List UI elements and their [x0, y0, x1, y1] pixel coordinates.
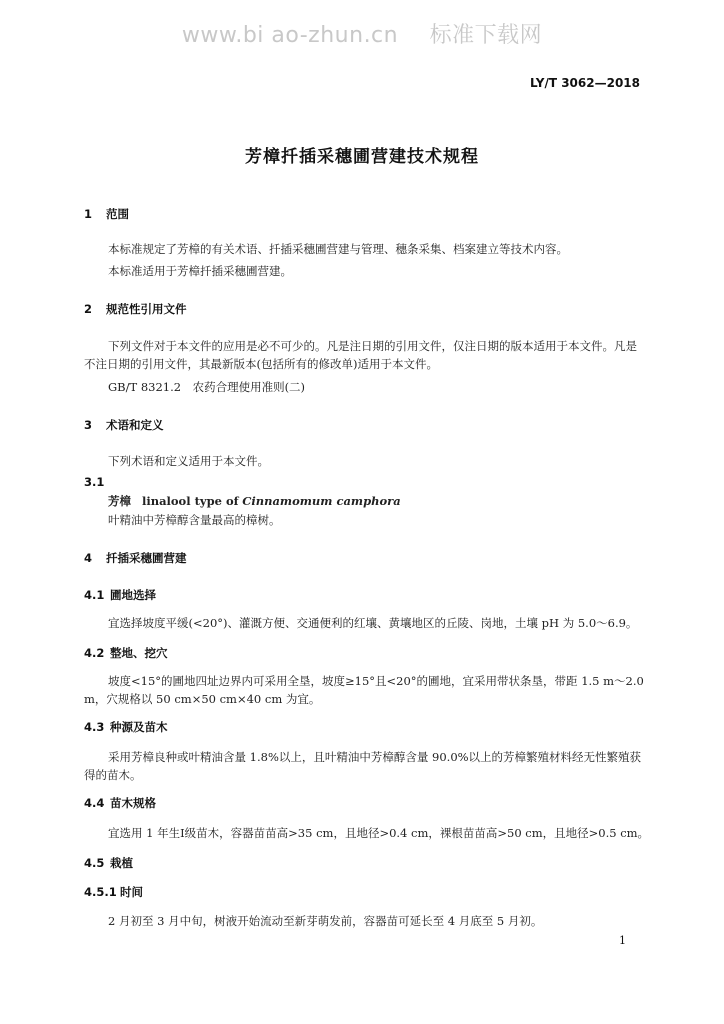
section-title: 范围	[106, 207, 129, 221]
page-title: 芳樟扦插采穗圃营建技术规程	[245, 147, 479, 167]
section-number: 4.5	[84, 856, 105, 870]
section-2-para-1: 下列文件对于本文件的应用是必不可少的。凡是注日期的引用文件，仅注日期的版本适用于本文件。凡是不注日期的引用文件，其最新版本(包括所有的修改单)适用于本文件。	[84, 339, 637, 371]
section-4-2-para: 坡度<15°的圃地四址边界内可采用全垦，坡度≥15°且<20°的圃地，宜采用带状条垦，带距 1.5 m～2.0 m，穴规格以 50 cm×50 cm×40 cm 为宜。	[84, 674, 644, 706]
term-english: linalool type of	[141, 494, 239, 508]
section-1-heading	[84, 206, 129, 222]
section-4-heading	[84, 550, 187, 566]
section-number: 1	[84, 207, 93, 221]
section-4-3-heading	[84, 719, 168, 735]
term-3-1-definition: 叶精油中芳樟醇含量最高的樟树。	[108, 513, 281, 527]
section-4-3-para: 采用芳樟良种或叶精油含量 1.8%以上，且叶精油中芳樟醇含量 90.0%以上的芳樟繁殖材料经无性繁殖获得的苗木。	[84, 750, 642, 782]
standard-number: LY/T 3062—2018	[529, 76, 640, 90]
section-3-heading	[84, 417, 164, 433]
watermark-site: 标准下载网	[429, 23, 543, 48]
section-title: 扦插采穗圃营建	[106, 551, 187, 565]
watermark-url: www.bi ao-zhun.cn	[181, 23, 399, 48]
section-title: 规范性引用文件	[106, 302, 187, 316]
section-4-5-1-para: 2 月初至 3 月中旬，树液开始流动至新芽萌发前，容器苗可延长至 4 月底至 5 月初。	[108, 914, 543, 928]
section-4-1-heading	[84, 587, 156, 603]
section-1-para-1: 本标准规定了芳樟的有关术语、扦插采穗圃营建与管理、穗条采集、档案建立等技术内容。	[108, 242, 568, 256]
section-number: 4.2	[84, 646, 105, 660]
section-number: 4.3	[84, 720, 105, 734]
section-number: 4.1	[84, 588, 105, 602]
section-1-para-2: 本标准适用于芳樟扦插采穗圃营建。	[108, 264, 292, 278]
term-3-1-number: 3.1	[84, 475, 105, 489]
section-3-para-1: 下列术语和定义适用于本文件。	[108, 454, 269, 468]
section-number: 4	[84, 551, 93, 565]
section-title: 苗木规格	[110, 796, 156, 810]
section-4-4-heading	[84, 795, 156, 811]
term-latin: Cinnamomum camphora	[242, 494, 401, 508]
section-title: 圃地选择	[110, 588, 156, 602]
section-number: 4.4	[84, 796, 105, 810]
section-4-2-heading	[84, 645, 168, 661]
section-title: 时间	[120, 885, 143, 899]
section-title: 栽植	[110, 856, 133, 870]
section-number: 3	[84, 418, 93, 432]
term-3-1-heading	[108, 494, 401, 508]
section-number: 4.5.1	[84, 885, 117, 899]
normative-reference: GB/T 8321.2 农药合理使用准则(二)	[108, 380, 306, 394]
term-chinese: 芳樟	[108, 494, 131, 508]
section-4-4-para: 宜选用 1 年生Ⅰ级苗木，容器苗苗高>35 cm，且地径>0.4 cm，裸根苗苗高>50 cm，且地径>0.5 cm。	[108, 826, 650, 840]
page-number: 1	[619, 934, 626, 947]
section-2-heading	[84, 301, 187, 317]
section-4-1-para: 宜选择坡度平缓(<20°)、灌溉方便、交通便利的红壤、黄壤地区的丘陵、岗地，土壤 pH 为 5.0～6.9。	[108, 616, 638, 630]
section-title: 种源及苗木	[110, 720, 168, 734]
section-number: 2	[84, 302, 93, 316]
section-4-5-1-heading	[84, 884, 143, 900]
section-title: 整地、挖穴	[110, 646, 168, 660]
section-title: 术语和定义	[106, 418, 164, 432]
section-4-5-heading	[84, 855, 133, 871]
watermark	[0, 18, 724, 49]
